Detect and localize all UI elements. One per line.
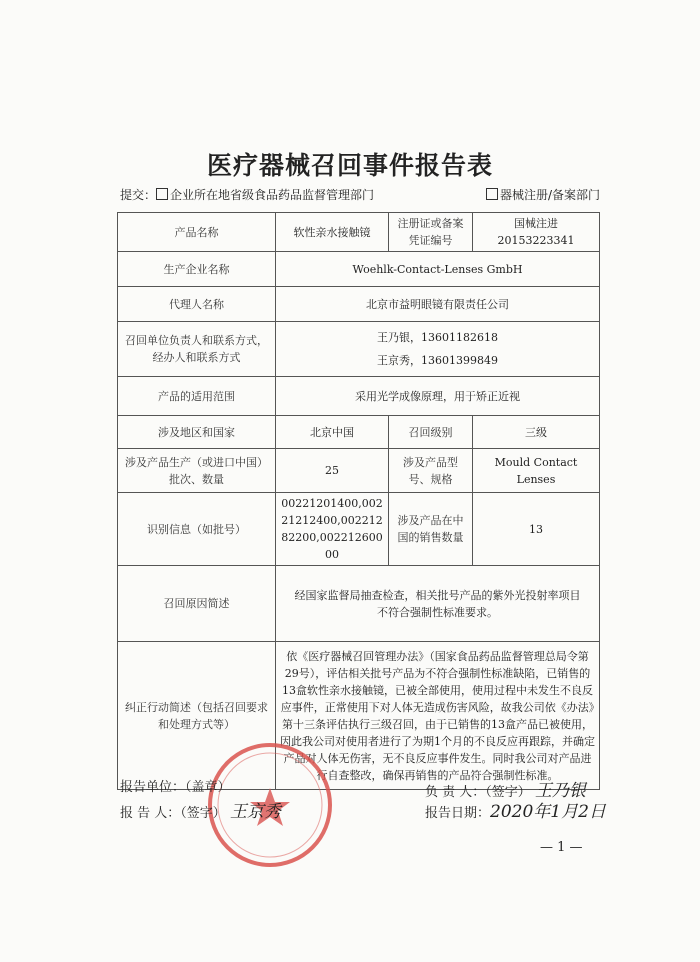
unit-label: 报告单位： <box>120 780 186 795</box>
table-row <box>118 449 600 493</box>
page-number: — 1 — <box>540 840 583 855</box>
responsible-sign-note: （签字） <box>485 785 531 800</box>
unit-seal-note: （盖章） <box>185 780 231 795</box>
table-row <box>118 377 600 416</box>
table-row <box>118 287 600 322</box>
date-label: 报告日期： <box>425 806 491 821</box>
sales-value: 13 <box>473 493 600 566</box>
checkbox-registration[interactable] <box>486 188 498 200</box>
contact-value <box>276 322 600 377</box>
unit-line <box>120 776 231 795</box>
table-row <box>118 566 600 642</box>
agent-label: 代理人名称 <box>118 287 276 322</box>
reason-label: 召回原因简述 <box>118 566 276 642</box>
batches-label: 涉及产品生产（或进口中国）批次、数量 <box>118 449 276 493</box>
model-label: 涉及产品型号、规格 <box>389 449 473 493</box>
table-row <box>118 322 600 377</box>
submit-option-provincial: 企业所在地省级食品药品监督管理部门 <box>170 188 375 202</box>
product-name-label: 产品名称 <box>118 213 276 252</box>
id-label: 识别信息（如批号） <box>118 493 276 566</box>
scope-label: 产品的适用范围 <box>118 377 276 416</box>
batches-value: 25 <box>276 449 389 493</box>
date-line <box>425 797 606 822</box>
level-label: 召回级别 <box>389 416 473 449</box>
checkbox-provincial[interactable] <box>156 188 168 200</box>
table-row <box>118 642 600 790</box>
id-value: 00221201400,00221212400,00221282200,00221260000 <box>276 493 389 566</box>
agent-value: 北京市益明眼镜有限责任公司 <box>276 287 600 322</box>
reporter-signature: 王京秀 <box>229 802 281 822</box>
action-label: 纠正行动简述（包括召回要求和处理方式等） <box>118 642 276 790</box>
scope-value: 采用光学成像原理，用于矫正近视 <box>276 377 600 416</box>
region-value: 北京中国 <box>276 416 389 449</box>
manufacturer-value: Woehlk-Contact-Lenses GmbH <box>276 252 600 287</box>
contact-person-2: 王京秀，13601399849 <box>377 354 498 368</box>
reporter-sign-note: （签字） <box>180 806 226 821</box>
reporter-line <box>120 797 281 822</box>
reason-value: 经国家监督局抽查检查，相关批号产品的紫外光投射率项目不符合强制性标准要求。 <box>276 566 600 642</box>
responsible-signature: 王乃银 <box>534 781 586 801</box>
submit-prefix: 提交： <box>120 188 157 202</box>
submit-option-registration: 器械注册/备案部门 <box>499 188 600 202</box>
table-row <box>118 213 600 252</box>
product-name-value: 软性亲水接触镜 <box>276 213 389 252</box>
report-form-table <box>117 212 600 790</box>
level-value: 三级 <box>473 416 600 449</box>
responsible-label: 负 责 人： <box>425 785 486 800</box>
manufacturer-label: 生产企业名称 <box>118 252 276 287</box>
table-row <box>118 493 600 566</box>
submit-line-right <box>486 186 600 203</box>
report-date: 2020年1月2日 <box>490 802 606 822</box>
sales-label: 涉及产品在中国的销售数量 <box>389 493 473 566</box>
action-value: 依《医疗器械召回管理办法》（国家食品药品监督管理总局令第29号），评估相关批号产品为不符合强制性标准缺陷，已销售的13盒软性亲水接触镜，已被全部使用，使用过程中未发生不良反应事件，正常使用下对人体无造成伤害风险，故我公司依《办法》第十三条评估执行三级召回，由于已销售的13盒产品已被使用，因此我公司对使用者进行了为期1个月的不良反应再跟踪，并确定产品对人体无伤害，无不良反应事件发生。同时我公司对产品进行自查整改，确保再销售的产品符合强制性标准。 <box>276 642 600 790</box>
contact-person-1: 王乃银，13601182618 <box>377 331 498 345</box>
table-row <box>118 252 600 287</box>
region-label: 涉及地区和国家 <box>118 416 276 449</box>
cert-label: 注册证或备案凭证编号 <box>389 213 473 252</box>
submit-line <box>120 186 374 203</box>
reporter-label: 报 告 人： <box>120 806 181 821</box>
model-value: Mould Contact Lenses <box>473 449 600 493</box>
cert-value: 国械注进 20153223341 <box>473 213 600 252</box>
contact-label: 召回单位负责人和联系方式，经办人和联系方式 <box>118 322 276 377</box>
table-row <box>118 416 600 449</box>
form-title: 医疗器械召回事件报告表 <box>206 151 493 180</box>
